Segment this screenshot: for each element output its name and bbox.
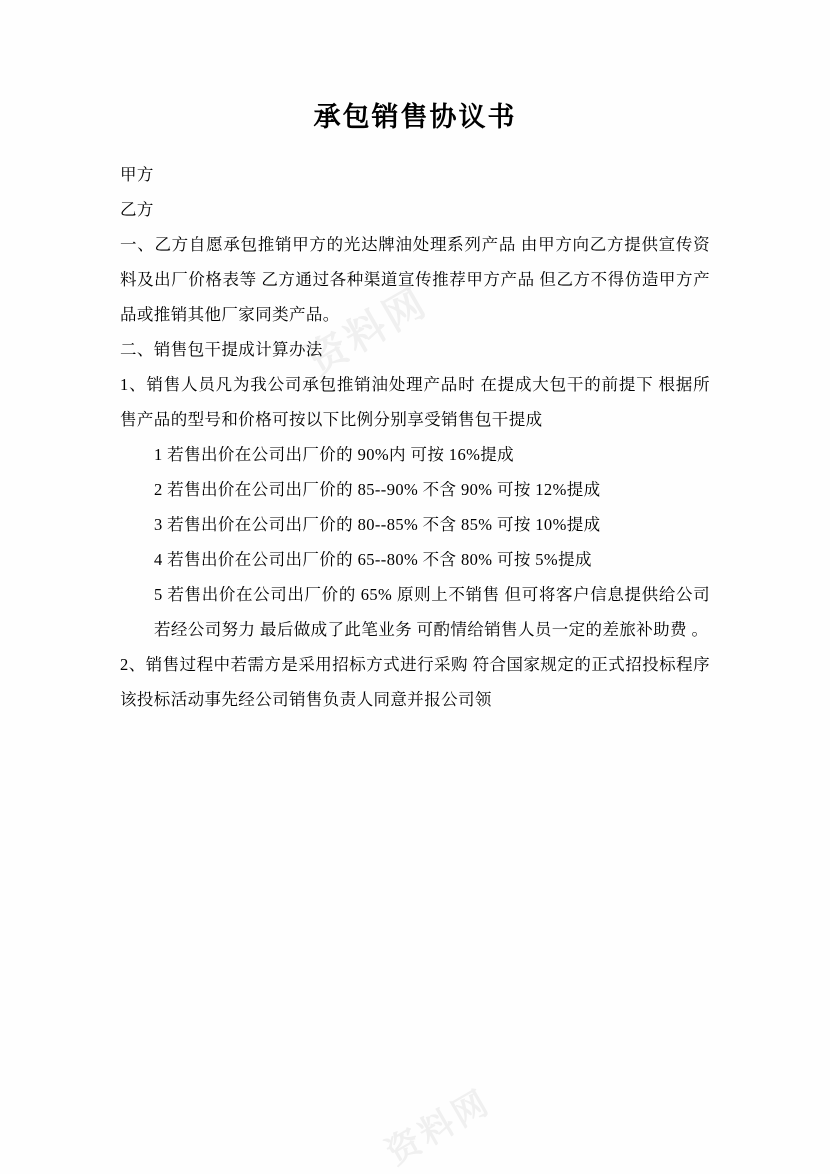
list-item-1: 1 若售出价在公司出厂价的 90%内 可按 16%提成: [154, 444, 515, 464]
page-title: 承包销售协议书: [313, 102, 517, 132]
paragraph-clause-2-2: 2、销售过程中若需方是采用招标方式进行采购 符合国家规定的正式招投标程序 该投标活动事先经公司销售负责人同意并报公司领: [120, 654, 710, 709]
paragraph-clause-1: 一、乙方自愿承包推销甲方的光达牌油处理系列产品 由甲方向乙方提供宣传资料及出厂价格表等 乙方通过各种渠道宣传推荐甲方产品 但乙方不得仿造甲方产品或推销其他厂家同类产品。: [120, 234, 710, 324]
paragraph-party-b: 乙方: [120, 199, 154, 219]
list-item-3: 3 若售出价在公司出厂价的 80--85% 不含 85% 可按 10%提成: [154, 514, 601, 534]
watermark-text: 资料网: [299, 279, 436, 384]
list-item-2: 2 若售出价在公司出厂价的 85--90% 不含 90% 可按 12%提成: [154, 479, 601, 499]
list-item-4: 4 若售出价在公司出厂价的 65--80% 不含 80% 可按 5%提成: [154, 549, 592, 569]
paragraph-clause-2: 二、销售包干提成计算办法: [120, 339, 323, 359]
paragraph-party-a: 甲方: [120, 165, 154, 184]
list-item-5: 5 若售出价在公司出厂价的 65% 原则上不销售 但可将客户信息提供给公司 若经公司努力 最后做成了此笔业务 可酌情给销售人员一定的差旅补助费 。: [154, 584, 710, 639]
paragraph-clause-2-1: 1、销售人员凡为我公司承包推销油处理产品时 在提成大包干的前提下 根据所售产品的型号和价格可按以下比例分别享受销售包干提成: [120, 374, 710, 429]
watermark-text-bottom: 资料网: [379, 1082, 498, 1173]
